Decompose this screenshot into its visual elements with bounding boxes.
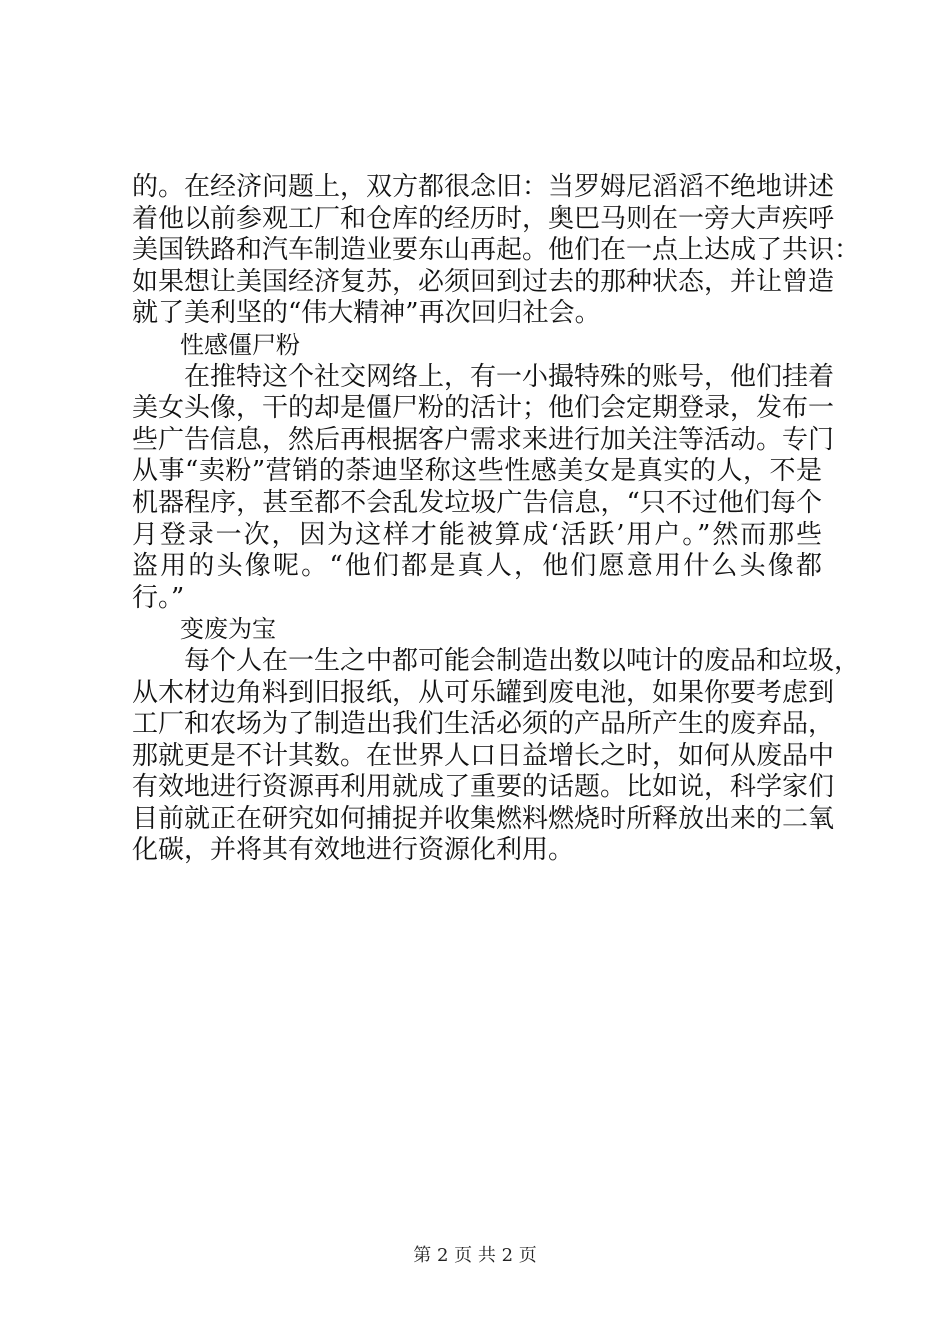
paragraph-1-line: 就了美利坚的“伟大精神”再次回归社会。	[132, 298, 601, 329]
paragraph-1-line: 美国铁路和汽车制造业要东山再起。他们在一点上达成了共识：	[132, 235, 861, 266]
paragraph-3-line: 有效地进行资源再利用就成了重要的话题。比如说，科学家们	[132, 772, 835, 803]
paragraph-3-line: 从木材边角料到旧报纸，从可乐罐到废电池，如果你要考虑到	[132, 677, 835, 708]
section-heading-sexy-zombie-fans: 性感僵尸粉	[180, 330, 300, 359]
paragraph-2-line: 在推特这个社交网络上，有一小撮特殊的账号，他们挂着	[132, 361, 835, 392]
paragraph-2-line: 盗用的头像呢。“他们都是真人，他们愿意用什么头像都	[132, 551, 822, 582]
paragraph-2-line: 美女头像，干的却是僵尸粉的活计；他们会定期登录，发布一	[132, 393, 835, 424]
paragraph-3-line: 化碳，并将其有效地进行资源化利用。	[132, 835, 575, 866]
page-number-footer: 第 2 页 共 2 页	[413, 1245, 537, 1266]
paragraph-1-line: 如果想让美国经济复苏，必须回到过去的那种状态，并让曾造	[132, 266, 835, 297]
paragraph-3-line: 工厂和农场为了制造出我们生活必须的产品所产生的废弃品，	[132, 709, 835, 740]
paragraph-2-line: 机器程序，甚至都不会乱发垃圾广告信息，“只不过他们每个	[132, 487, 822, 518]
paragraph-3-line: 每个人在一生之中都可能会制造出数以吨计的废品和垃圾，	[132, 645, 861, 676]
paragraph-3-line: 那就更是不计其数。在世界人口日益增长之时，如何从废品中	[132, 740, 835, 771]
paragraph-2-line: 些广告信息，然后再根据客户需求来进行加关注等活动。专门	[132, 424, 835, 455]
paragraph-1-line: 的。在经济问题上，双方都很念旧：当罗姆尼滔滔不绝地讲述	[132, 172, 835, 202]
section-heading-waste-to-treasure: 变废为宝	[180, 615, 276, 644]
document-body	[132, 172, 861, 867]
paragraph-1-line: 着他以前参观工厂和仓库的经历时，奥巴马则在一旁大声疾呼	[132, 203, 835, 234]
paragraph-3-line: 目前就正在研究如何捕捉并收集燃料燃烧时所释放出来的二氧	[132, 803, 835, 834]
paragraph-2-line: 行。”	[132, 582, 185, 613]
paragraph-2-line: 月登录一次，因为这样才能被算成‘活跃’用户。”然而那些	[132, 519, 822, 550]
paragraph-2-line: 从事“卖粉”营销的荼迪坚称这些性感美女是真实的人，不是	[132, 456, 822, 487]
